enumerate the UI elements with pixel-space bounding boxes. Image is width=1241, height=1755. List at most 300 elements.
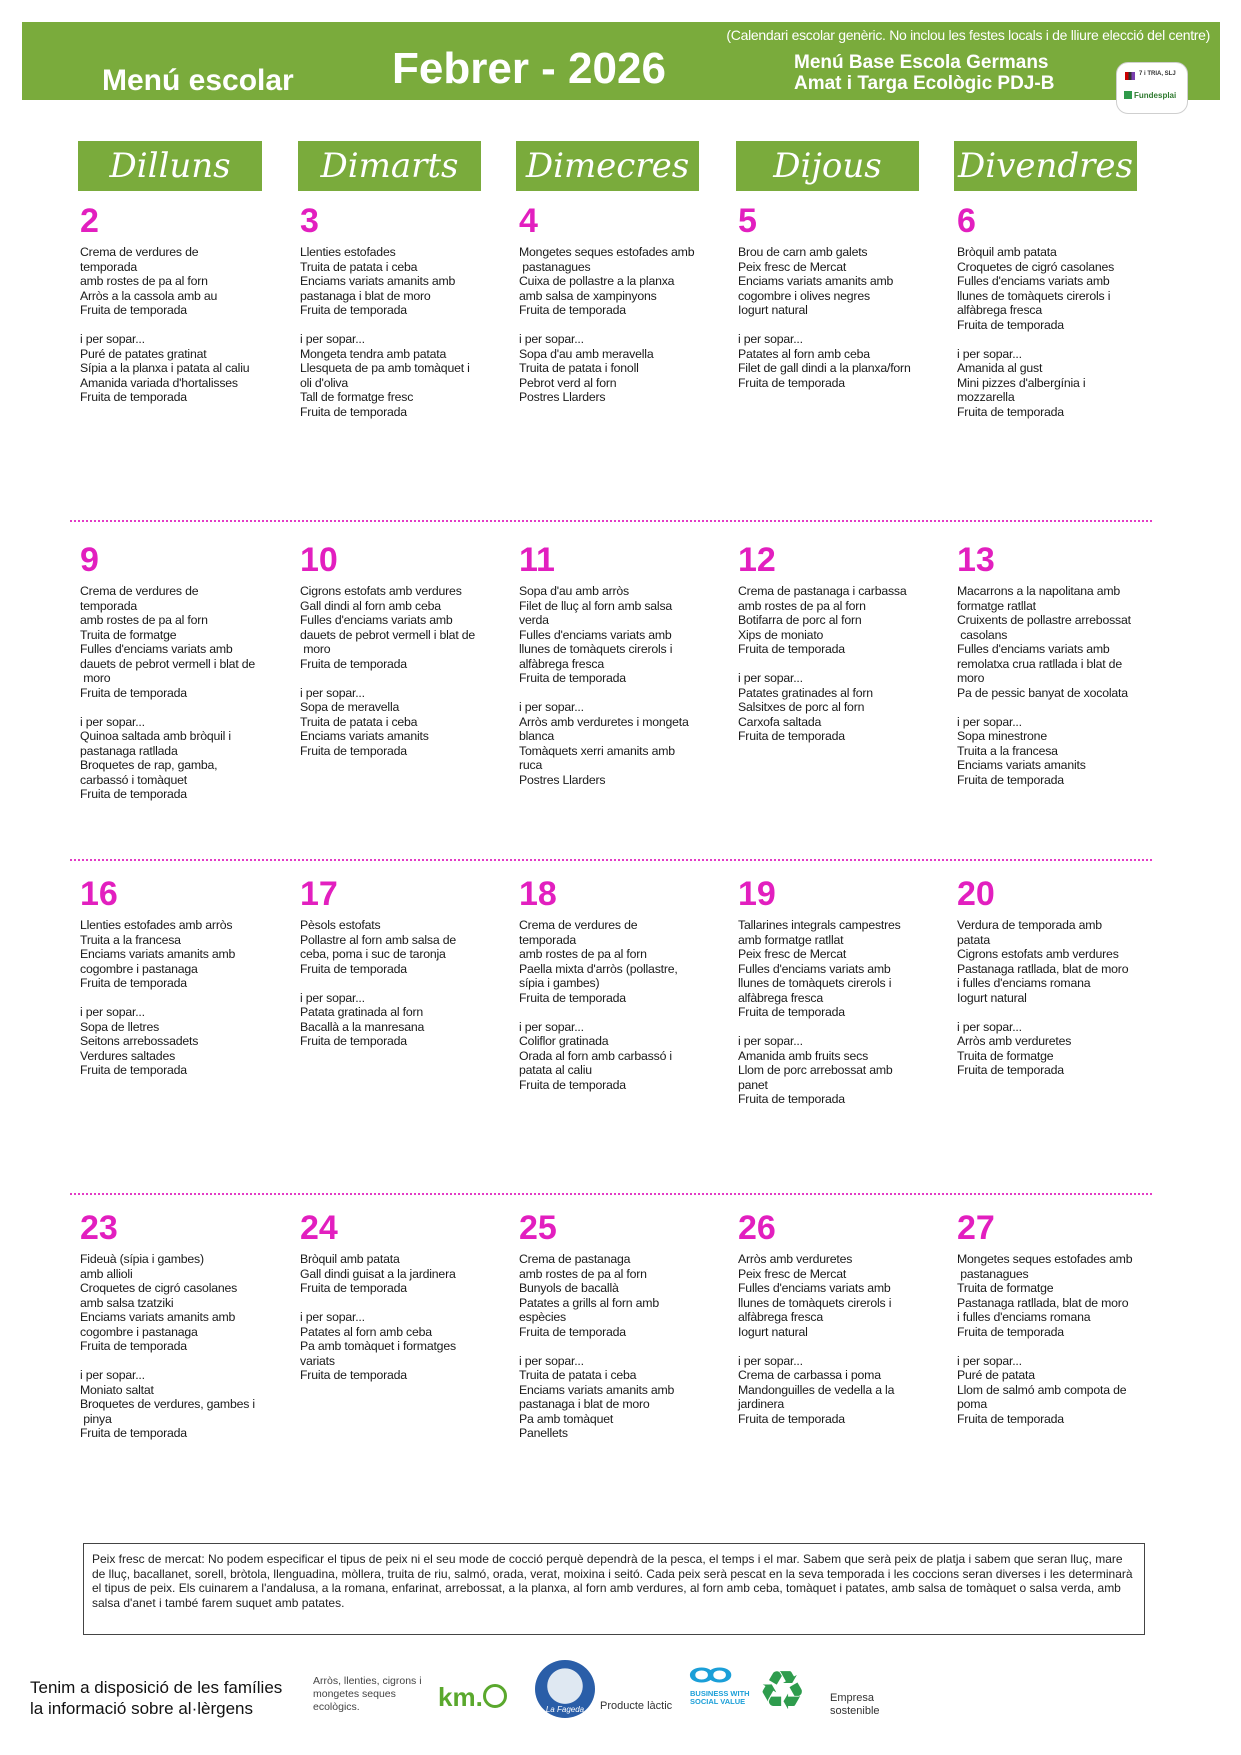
menu-line: Fruita de temporada [519,990,626,1005]
menu-line [519,318,719,333]
menu-line: Fruita de temporada [80,976,187,990]
menu-line: Truita de formatge [957,1048,1054,1063]
school-name-line1: Menú Base Escola Germans [794,52,1049,73]
day-number: 6 [957,202,976,240]
km0-logo-ring [483,1684,507,1708]
menu-line: Sopa d'au amb arròs [519,584,629,598]
menu-line: Fruita de temporada [519,671,626,685]
menu-line: Cruixents de pollastre arrebossat [957,613,1131,627]
social-value-icon [688,1663,734,1687]
day-number: 5 [738,202,757,240]
weekday-header-dimecres: Dimecres [516,141,699,191]
weekday-header-dilluns: Dilluns [78,141,262,191]
dinner-heading: i per sopar... [957,1353,1022,1368]
fish-note: Peix fresc de mercat: No podem especificar el tipus de peix ni el seu mode de cocció perquè dependrà de la pesca, el temps i el mar. Sabem que serà peix de platja i sabem que seran lluç, mare de lluç, bacallanet, sorell, bròtola, llenguadina, mòllera, truita de riu, salmó, orada, verat, moixina i seitó. Cada peix serà pescat en la seva temporada i les coccions seran diverses i les determinarà el tipus de peix. Els cuinarem a l'andalusa, a la romana, enfarinat, arrebossat, a la planxa, al forn amb verdures, al forn amb ceba, tomàquet i patates, amb salsa de tomàquet o salsa verda, amb salsa d'anet i també farem suquet amb patates. [83,1543,1145,1635]
menu-line: Truita de patata i ceba [300,714,418,729]
menu-line: amb rostes de pa al forn [738,598,866,613]
menu-line [519,1005,719,1020]
menu-line: Fruita de temporada [80,685,187,700]
day-cell [300,203,500,419]
menu-line: verda [519,613,549,627]
dinner-heading: i per sopar... [957,714,1022,729]
menu-line: Pa de pessic banyat de xocolata [957,685,1128,700]
day-number: 17 [300,875,338,913]
allergen-info-line1: Tenim a disposició de les famílies [30,1678,283,1697]
menu-line: Filet de lluç al forn amb salsa [519,598,673,613]
menu-line: Amanida amb fruits secs [738,1048,869,1063]
menu-line: remolatxa crua ratllada i blat de [957,656,1122,671]
menu-line: Fulles d'enciams variats amb [957,642,1110,656]
menu-line: ceba, poma i suc de taronja [300,947,446,961]
menu-items [957,584,1157,787]
menu-line: Fruita de temporada [80,303,187,317]
menu-line: pinya [80,1411,112,1426]
menu-line: Peix fresc de Mercat [738,1266,847,1281]
menu-line: Fruita de temporada [300,1034,407,1048]
day-cell [80,542,280,802]
menu-line: Filet de gall dindi a la planxa/forn [738,361,911,375]
header-band [22,22,1220,100]
weekday-header-dimarts: Dimarts [298,141,481,191]
menu-line: Enciams variats amanits amb [519,1382,675,1397]
dinner-heading: i per sopar... [738,1353,803,1368]
menu-items [957,1252,1157,1426]
menu-line: Puré de patates gratinat [80,346,207,361]
dinner-heading: i per sopar... [80,714,145,729]
allergen-info [30,1677,282,1719]
menu-line [957,1339,1157,1354]
menu-line: llunes de tomàquets cirerols i [957,288,1111,303]
day-cell [957,876,1157,1078]
day-number: 25 [519,1209,557,1247]
dinner-heading: i per sopar... [519,332,584,346]
dinner-heading: i per sopar... [519,700,584,714]
menu-line: amb rostes de pa al forn [80,274,208,288]
dinner-heading: i per sopar... [738,671,803,685]
menu-line: Fruita de temporada [80,1339,187,1353]
menu-line: pastanaga ratllada [80,743,178,758]
menu-line: Verdura de temporada amb [957,918,1102,932]
menu-line: llunes de tomàquets cirerols i [738,976,892,990]
menu-line: Bacallà a la manresana [300,1019,425,1034]
menu-line: Enciams variats amanits [957,758,1086,772]
dairy-farm-logo-text: La Fageda [545,1705,585,1714]
menu-line: Truita a la francesa [80,932,181,947]
menu-items [738,918,938,1107]
menu-line [300,1296,500,1311]
menu-items [300,918,500,1049]
week-separator [70,859,1152,861]
day-number: 26 [738,1209,776,1247]
dinner-heading: i per sopar... [80,332,145,346]
menu-line: Fruita de temporada [957,1411,1064,1426]
weekday-header-divendres: Divendres [954,141,1137,191]
menu-line: Llom de salmó amb compota de [957,1382,1127,1397]
menu-items [519,918,719,1092]
menu-line [738,1339,938,1354]
menu-line: patata [957,932,990,947]
menu-line [738,657,938,672]
menu-line: Sopa de meravella [300,700,400,714]
menu-line: formatge ratllat [957,598,1036,613]
menu-line: Peix fresc de Mercat [738,947,847,961]
menu-line: Arròs a la cassola amb au [80,288,218,303]
menu-line: Arròs amb verduretes i mongeta [519,714,689,729]
menu-line: Llenties estofades [300,245,396,259]
menu-line: Sopa d'au amb meravella [519,346,654,361]
menu-line: Verdures saltades [80,1048,176,1063]
menu-line: mozzarella [957,390,1015,404]
menu-line: Cuixa de pollastre a la planxa [519,274,675,288]
menu-line: Fruita de temporada [80,390,187,404]
fundesplai-icon [1124,91,1132,99]
day-cell [519,876,719,1092]
menu-line: ruca [519,758,543,772]
menu-line: Patates a grills al forn amb [519,1295,659,1310]
menu-line: Pollastre al forn amb salsa de [300,932,456,947]
menu-line: Broquetes de rap, gamba, [80,758,218,772]
menu-line: sípia i gambes) [519,976,600,990]
menu-line: espècies [519,1310,566,1324]
menu-line: Fruita de temporada [80,1063,187,1077]
menu-line: Iogurt natural [738,1324,808,1339]
day-cell [300,542,500,758]
menu-line: Amanida al gust [957,361,1043,375]
menu-line: llunes de tomàquets cirerols i [738,1295,892,1310]
dinner-heading: i per sopar... [80,1368,145,1382]
menu-line: Peix fresc de Mercat [738,259,847,274]
menu-line: Crema de verdures de [519,918,638,932]
menu-line [738,1020,938,1035]
menu-line: Tallarines integrals campestres [738,918,901,932]
menu-line: Coliflor gratinada [519,1034,609,1048]
menu-line [300,318,500,333]
day-number: 9 [80,541,99,579]
menu-line: Truita de patata i ceba [300,259,418,274]
menu-line: Cigrons estofats amb verdures [300,584,462,598]
menu-line: Truita a la francesa [957,743,1058,758]
menu-line: Crema de pastanaga [519,1252,631,1266]
menu-line: Sopa minestrone [957,729,1047,743]
menu-line: Fruita de temporada [738,1005,845,1019]
menu-line: Fruita de temporada [738,1092,845,1106]
week-separator [70,1193,1152,1195]
menu-line: Fideuà (sípia i gambes) [80,1252,204,1266]
menu-line: Broquetes de verdures, gambes i [80,1397,255,1411]
caterer-logo-text: 7 i TRIA, SLJ [1139,71,1176,77]
menu-line: Fruita de temporada [519,303,626,317]
menu-line [519,686,719,701]
menu-line: Sopa de lletres [80,1019,160,1034]
menu-line [957,332,1157,347]
menu-title: Menú escolar [102,64,294,97]
menu-line: Xips de moniato [738,627,824,642]
menu-items [738,1252,938,1426]
menu-line: Pa amb tomàquet [519,1411,614,1426]
menu-line: Llesqueta de pa amb tomàquet i [300,361,470,375]
menu-line: moro [300,642,331,656]
menu-line: Mini pizzes d'albergínia i [957,375,1086,390]
day-number: 11 [519,541,555,579]
menu-line: Fruita de temporada [738,375,845,390]
month-title: Febrer - 2026 [392,44,666,93]
menu-line: Mandonguilles de vedella a la [738,1382,895,1397]
menu-line: alfàbrega fresca [738,990,823,1005]
menu-line: moro [80,671,111,685]
menu-items [519,1252,719,1441]
day-number: 16 [80,875,118,913]
menu-line: patata al caliu [519,1063,592,1077]
menu-line: Llom de porc arrebossat amb [738,1063,893,1077]
menu-line: Mongeta tendra amb patata [300,346,447,361]
menu-line: Orada al forn amb carbassó i [519,1048,672,1063]
menu-line: dauets de pebrot vermell i blat de [80,656,256,671]
menu-line: Croquetes de cigró casolanes [957,259,1115,274]
menu-line: Pebrot verd al forn [519,375,617,390]
menu-line: Pa amb tomàquet i formatges [300,1339,456,1353]
sustainable-company-label-line2: sostenible [830,1705,880,1717]
menu-items [957,918,1157,1078]
menu-items [80,918,280,1078]
menu-line [300,671,500,686]
menu-line: variats [300,1353,335,1368]
menu-items [519,584,719,787]
menu-line: Postres Llarders [519,390,606,404]
menu-line: carbassó i tomàquet [80,772,187,787]
menu-line [738,318,938,333]
menu-line [519,1339,719,1354]
menu-line: Postres Llarders [519,772,606,787]
menu-line: Fulles d'enciams variats amb [80,642,233,656]
menu-line: Arròs amb verduretes [957,1034,1072,1048]
day-number: 13 [957,541,995,579]
day-number: 18 [519,875,557,913]
menu-line: amb allioli [80,1266,133,1281]
menu-line [957,700,1157,715]
week-separator [70,520,1152,522]
menu-items [80,245,280,405]
dinner-heading: i per sopar... [300,1310,365,1324]
menu-line: Enciams variats amanits amb [80,1310,236,1324]
day-cell [300,1210,500,1383]
day-cell [519,203,719,405]
menu-line: Crema de pastanaga i carbassa [738,584,907,598]
menu-line: pastanagues [519,259,591,274]
menu-line: amb salsa tzatziki [80,1295,174,1310]
menu-line: Crema de verdures de [80,245,199,259]
menu-line: Fruita de temporada [738,729,845,743]
menu-line: i fulles d'enciams romana [957,1310,1091,1324]
day-number: 27 [957,1209,995,1247]
day-number: 2 [80,202,99,240]
menu-line: Moniato saltat [80,1382,154,1397]
weekday-header-dijous: Dijous [736,141,919,191]
menu-line: Carxofa saltada [738,714,822,729]
calendar-disclaimer: (Calendari escolar genèric. No inclou les festes locals i de lliure elecció del centre) [726,27,1210,43]
menu-line: Mongetes seques estofades amb [519,245,695,259]
menu-line: Patates al forn amb ceba [738,346,870,361]
menu-line: Gall dindi guisat a la jardinera [300,1266,456,1281]
menu-line: temporada [519,932,576,947]
dinner-heading: i per sopar... [300,685,365,700]
day-cell [80,203,280,405]
menu-line: Tomàquets xerri amanits amb [519,743,675,758]
menu-line: Fruita de temporada [300,656,407,671]
dinner-heading: i per sopar... [738,1034,803,1048]
menu-line: Sípia a la planxa i patata al caliu [80,361,250,375]
menu-line [80,1354,280,1369]
menu-line: alfàbrega fresca [519,656,604,671]
menu-line: pastanaga i blat de moro [300,288,431,303]
menu-line: Fruita de temporada [738,1411,845,1426]
day-cell [957,203,1157,419]
dinner-heading: i per sopar... [957,1019,1022,1034]
fundesplai-logo-text: Fundesplai [1134,91,1177,100]
menu-line: Fulles d'enciams variats amb [300,613,453,627]
menu-line: Iogurt natural [957,990,1027,1005]
menu-line [300,976,500,991]
dairy-product-label: Producte làctic [600,1700,673,1712]
menu-line [957,1005,1157,1020]
day-cell [519,542,719,787]
menu-items [519,245,719,405]
menu-line: temporada [80,598,137,613]
caterer-logo-mark [1125,72,1135,80]
menu-line: alfàbrega fresca [957,303,1042,317]
ecological-note: Arròs, llenties, cigrons i mongetes seques ecològics. [313,1675,422,1713]
dinner-heading: i per sopar... [738,332,803,346]
menu-line: Amanida variada d'hortalisses [80,375,238,390]
km0-logo-text: km. [438,1682,483,1712]
menu-line: Puré de patata [957,1368,1035,1382]
menu-line: Fulles d'enciams variats amb [738,1281,891,1295]
menu-line: Patata gratinada al forn [300,1005,424,1019]
day-cell [80,1210,280,1441]
day-cell [738,203,938,390]
menu-line: Fruita de temporada [300,1368,407,1382]
menu-line: Tall de formatge fresc [300,390,414,404]
menu-line: Fruita de temporada [300,303,407,317]
menu-line: Mongetes seques estofades amb [957,1252,1133,1266]
menu-line: Crema de verdures de [80,584,199,598]
menu-line: Pastanaga ratllada, blat de moro [957,1295,1129,1310]
menu-line: moro [957,671,985,685]
school-name [794,52,1054,94]
menu-line: Enciams variats amanits [300,729,429,743]
menu-line: pastanagues [957,1266,1029,1281]
menu-line: Cigrons estofats amb verdures [957,947,1119,961]
menu-items [738,245,938,390]
dinner-heading: i per sopar... [957,346,1022,361]
menu-line: Fruita de temporada [300,1281,407,1295]
menu-line: Croquetes de cigró casolanes [80,1281,238,1295]
menu-line: panet [738,1077,768,1092]
day-number: 3 [300,202,319,240]
menu-items [80,584,280,802]
day-cell [738,876,938,1107]
menu-line: Quinoa saltada amb bròquil i [80,729,231,743]
menu-line [80,318,280,333]
menu-line: i fulles d'enciams romana [957,976,1091,990]
menu-line: Truita de patata i ceba [519,1368,637,1382]
menu-line: Gall dindi al forn amb ceba [300,598,441,613]
menu-line: Enciams variats amanits amb [80,947,236,961]
menu-line: oli d'oliva [300,375,348,390]
day-cell [957,1210,1157,1426]
menu-line: Fruita de temporada [300,961,407,976]
day-cell [738,542,938,744]
km0-logo [438,1682,507,1713]
menu-line: Fruita de temporada [300,743,407,758]
menu-line: Fruita de temporada [957,404,1064,419]
menu-line: casolans [957,627,1008,642]
dinner-heading: i per sopar... [300,990,365,1005]
social-value-text: BUSINESS WITH SOCIAL VALUE [690,1689,750,1706]
menu-line: Enciams variats amanits amb [300,274,456,288]
menu-line: cogombre i olives negres [738,288,870,303]
day-cell [80,876,280,1078]
menu-line: Seitons arrebossadets [80,1034,199,1048]
menu-line: Bròquil amb patata [957,245,1057,259]
menu-line: amb formatge ratllat [738,932,844,947]
dinner-heading: i per sopar... [80,1005,145,1019]
menu-line: amb rostes de pa al forn [519,947,647,961]
menu-line: Macarrons a la napolitana amb [957,584,1121,598]
allergen-info-line2: la informació sobre al·lèrgens [30,1699,253,1718]
menu-line: Patates gratinades al forn [738,685,873,700]
day-number: 23 [80,1209,118,1247]
day-cell [519,1210,719,1441]
menu-line: llunes de tomàquets cirerols i [519,642,673,656]
day-number: 4 [519,202,538,240]
menu-line: Panellets [519,1426,568,1440]
menu-line: pastanaga i blat de moro [519,1397,650,1411]
menu-items [300,1252,500,1383]
menu-items [738,584,938,744]
menu-line: Truita de formatge [957,1281,1054,1295]
menu-line: Bròquil amb patata [300,1252,400,1266]
menu-line: Pèsols estofats [300,918,381,932]
menu-line: Fruita de temporada [957,772,1064,787]
menu-line: Fruita de temporada [957,1324,1064,1339]
menu-line: Pastanaga ratllada, blat de moro [957,961,1129,976]
menu-line: Paella mixta d'arròs (pollastre, [519,961,678,976]
menu-line: amb rostes de pa al forn [80,613,208,627]
dinner-heading: i per sopar... [300,332,365,346]
menu-line: cogombre i pastanaga [80,961,198,976]
menu-line: cogombre i pastanaga [80,1324,198,1339]
menu-items [957,245,1157,419]
menu-line: Brou de carn amb galets [738,245,868,259]
menu-line: Fruita de temporada [300,404,407,419]
menu-items [80,1252,280,1441]
menu-line: Fulles d'enciams variats amb [519,627,672,642]
menu-line: Fruita de temporada [957,317,1064,332]
day-cell [957,542,1157,787]
menu-line: jardinera [738,1397,785,1411]
day-number: 10 [300,541,338,579]
menu-line: alfàbrega fresca [738,1310,823,1324]
menu-line: Iogurt natural [738,303,808,317]
day-number: 12 [738,541,776,579]
recycle-icon: ♻ [758,1661,807,1721]
menu-line: Fruita de temporada [80,1426,187,1440]
menu-line: blanca [519,729,555,743]
menu-line: Truita de formatge [80,627,177,642]
day-number: 24 [300,1209,338,1247]
menu-line: Arròs amb verduretes [738,1252,853,1266]
menu-line: poma [957,1397,987,1411]
